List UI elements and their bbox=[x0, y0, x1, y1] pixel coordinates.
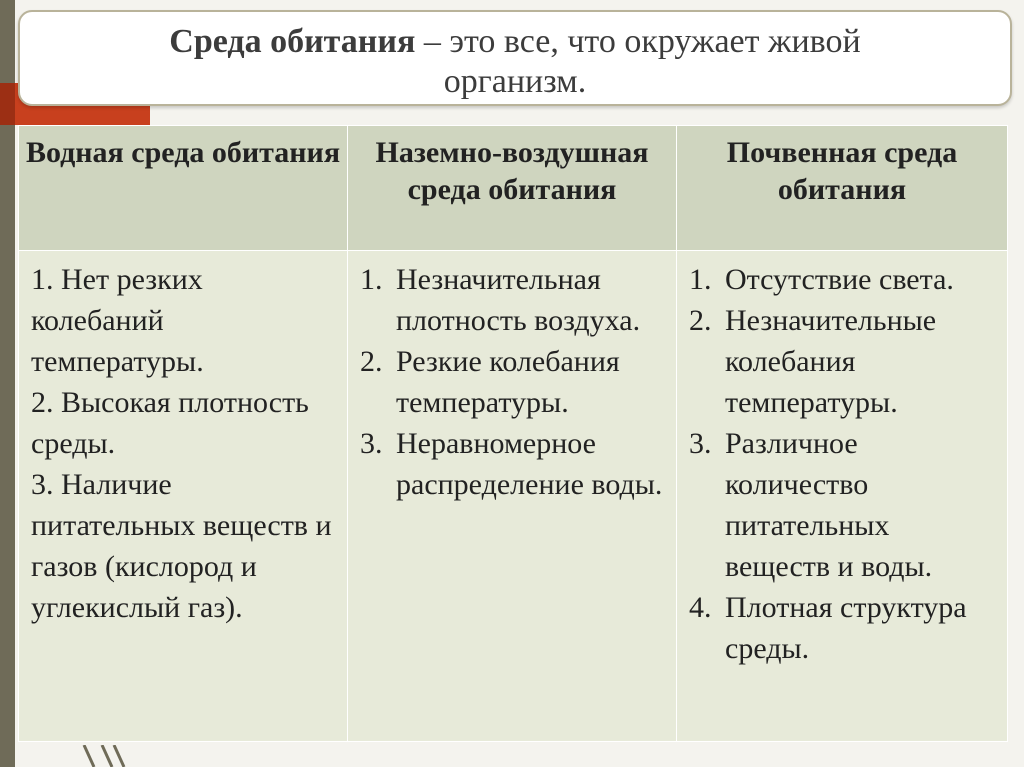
list-number: 2. bbox=[689, 304, 712, 337]
list-item bbox=[360, 341, 666, 423]
water-item: 1. Нет резких колебаний температуры. bbox=[31, 263, 204, 378]
list-text: Отсутствие света. bbox=[725, 263, 954, 296]
list-number: 1. bbox=[360, 263, 383, 296]
list-text: Незначительные колебания температуры. bbox=[725, 304, 937, 419]
list-item bbox=[360, 259, 666, 341]
list-text: Различное количество питательных веществ и воды. bbox=[725, 427, 933, 583]
header-water: Водная среда обитания bbox=[19, 126, 348, 251]
list-item bbox=[689, 259, 997, 300]
habitat-comparison-table bbox=[18, 125, 1008, 742]
cell-soil bbox=[677, 251, 1008, 742]
list-text: Плотная структура среды. bbox=[725, 591, 967, 665]
header-land-air: Наземно-воздушная среда обитания bbox=[348, 126, 677, 251]
list-number: 4. bbox=[689, 591, 712, 624]
definition-box bbox=[18, 10, 1012, 106]
land-air-list bbox=[360, 259, 666, 505]
table-header-row bbox=[19, 126, 1008, 251]
water-item: 3. Наличие питательных веществ и газов (кислород и углекислый газ). bbox=[31, 468, 332, 624]
list-number: 3. bbox=[360, 427, 383, 460]
list-number: 1. bbox=[689, 263, 712, 296]
list-item bbox=[689, 423, 997, 587]
list-item bbox=[689, 587, 997, 669]
list-number: 2. bbox=[360, 345, 383, 378]
list-text: Незначительная плотность воздуха. bbox=[396, 263, 641, 337]
definition-term: Среда обитания bbox=[169, 23, 416, 60]
decorative-stripes-icon bbox=[80, 745, 140, 767]
cell-land-air bbox=[348, 251, 677, 742]
definition-text-line2: организм. bbox=[443, 63, 587, 100]
list-item bbox=[689, 300, 997, 423]
list-number: 3. bbox=[689, 427, 712, 460]
water-item: 2. Высокая плотность среды. bbox=[31, 386, 309, 460]
list-text: Резкие колебания температуры. bbox=[396, 345, 620, 419]
soil-list bbox=[689, 259, 997, 669]
definition-text-line1: – это все, что окружает живой bbox=[415, 23, 861, 60]
red-accent-tab-edge bbox=[0, 83, 15, 125]
list-text: Неравномерное распределение воды. bbox=[396, 427, 663, 501]
header-soil: Почвенная среда обитания bbox=[677, 126, 1008, 251]
list-item bbox=[360, 423, 666, 505]
cell-water bbox=[19, 251, 348, 742]
table-row bbox=[19, 251, 1008, 742]
